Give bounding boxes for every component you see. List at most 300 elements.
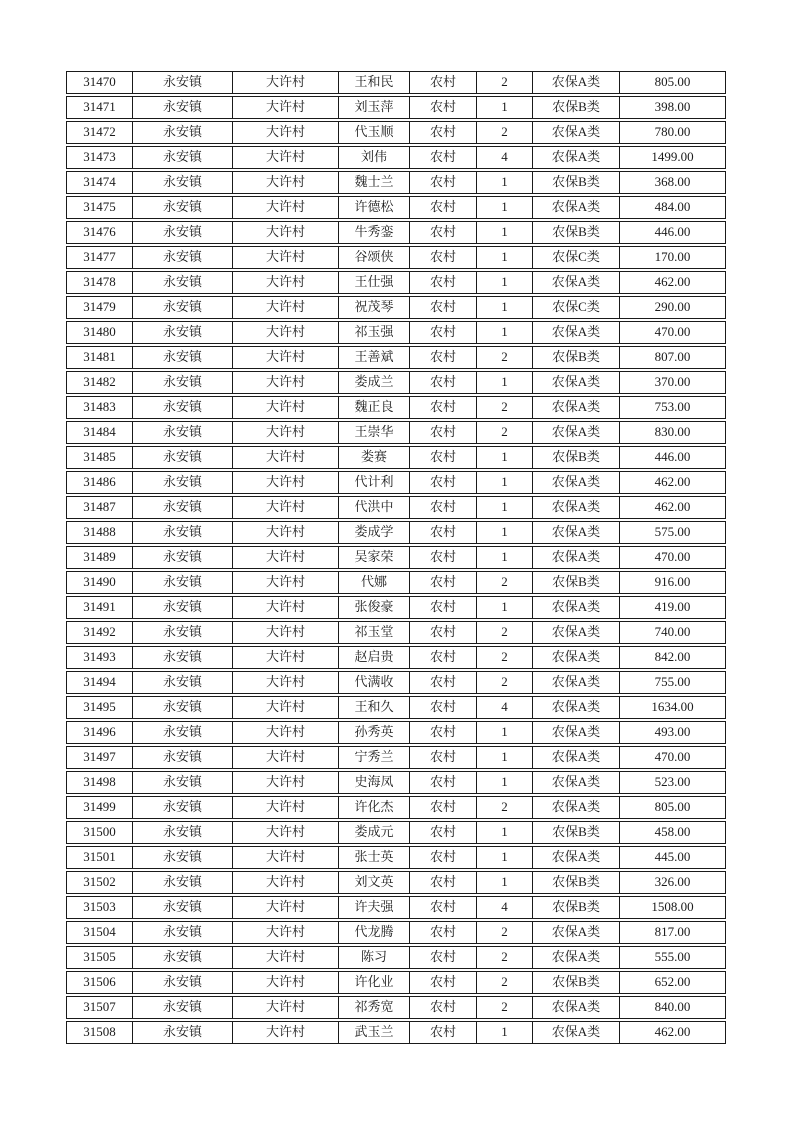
cell-insurance-category: 农保B类 [533,447,620,468]
cell-residence-type: 农村 [410,622,477,643]
cell-insurance-category: 农保A类 [533,72,620,93]
cell-village: 大许村 [233,122,339,143]
cell-amount: 817.00 [654,924,691,939]
cell-residence-type: 农村 [410,397,477,418]
cell-person-name: 娄赛 [339,447,410,468]
cell-person-count: 2 [477,972,533,993]
cell-village: 大许村 [233,172,339,193]
cell-person-count: 1 [477,497,533,518]
cell-amount: 290.00 [654,299,691,314]
cell-town: 永安镇 [133,947,233,968]
cell-person-name: 刘伟 [339,147,410,168]
table-row [66,296,726,319]
cell-village: 大许村 [233,572,339,593]
cell-person-count: 2 [477,647,533,668]
cell-person-count: 1 [477,747,533,768]
cell-person-name: 王崇华 [339,422,410,443]
cell-record-id: 31501 [67,847,133,868]
cell-insurance-category: 农保A类 [533,272,620,293]
table-row [66,171,726,194]
cell-amount: 753.00 [654,399,691,414]
cell-person-count: 2 [477,922,533,943]
cell-village: 大许村 [233,372,339,393]
table-row [66,821,726,844]
cell-amount: 755.00 [654,674,691,689]
cell-village: 大许村 [233,247,339,268]
cell-village: 大许村 [233,772,339,793]
cell-residence-type: 农村 [410,497,477,518]
cell-town: 永安镇 [133,297,233,318]
cell-residence-type: 农村 [410,897,477,918]
cell-record-id: 31505 [67,947,133,968]
cell-person-count: 1 [477,597,533,618]
cell-record-id: 31475 [67,197,133,218]
cell-residence-type: 农村 [410,222,477,243]
cell-insurance-category: 农保A类 [533,522,620,543]
cell-person-name: 史海凤 [339,772,410,793]
cell-record-id: 31486 [67,472,133,493]
cell-person-name: 魏正良 [339,397,410,418]
cell-person-count: 1 [477,1022,533,1043]
cell-person-name: 代计利 [339,472,410,493]
cell-residence-type: 农村 [410,472,477,493]
cell-record-id: 31480 [67,322,133,343]
cell-village: 大许村 [233,997,339,1018]
cell-person-count: 2 [477,122,533,143]
cell-person-name: 祁秀宽 [339,997,410,1018]
table-row [66,696,726,719]
cell-amount: 493.00 [654,724,691,739]
cell-insurance-category: 农保A类 [533,422,620,443]
cell-record-id: 31483 [67,397,133,418]
cell-record-id: 31476 [67,222,133,243]
cell-person-count: 1 [477,547,533,568]
cell-residence-type: 农村 [410,172,477,193]
cell-town: 永安镇 [133,747,233,768]
cell-amount: 419.00 [654,599,691,614]
table-row [66,96,726,119]
table-row [66,1021,726,1044]
cell-town: 永安镇 [133,347,233,368]
cell-record-id: 31493 [67,647,133,668]
cell-person-name: 娄成学 [339,522,410,543]
cell-insurance-category: 农保A类 [533,622,620,643]
cell-insurance-category: 农保A类 [533,847,620,868]
cell-amount: 555.00 [654,949,691,964]
cell-town: 永安镇 [133,172,233,193]
cell-amount: 780.00 [654,124,691,139]
cell-record-id: 31496 [67,722,133,743]
cell-town: 永安镇 [133,997,233,1018]
cell-village: 大许村 [233,97,339,118]
cell-town: 永安镇 [133,247,233,268]
table-row [66,146,726,169]
cell-amount: 398.00 [654,99,691,114]
cell-amount: 326.00 [654,874,691,889]
table-row [66,521,726,544]
cell-record-id: 31507 [67,997,133,1018]
cell-village: 大许村 [233,897,339,918]
cell-insurance-category: 农保A类 [533,647,620,668]
cell-town: 永安镇 [133,597,233,618]
cell-residence-type: 农村 [410,72,477,93]
cell-town: 永安镇 [133,797,233,818]
cell-residence-type: 农村 [410,672,477,693]
cell-village: 大许村 [233,922,339,943]
cell-person-name: 吴家荣 [339,547,410,568]
cell-residence-type: 农村 [410,447,477,468]
cell-record-id: 31489 [67,547,133,568]
cell-residence-type: 农村 [410,597,477,618]
benefit-table [66,71,726,1046]
cell-insurance-category: 农保A类 [533,597,620,618]
cell-village: 大许村 [233,697,339,718]
cell-town: 永安镇 [133,197,233,218]
table-row [66,796,726,819]
cell-person-name: 许德松 [339,197,410,218]
cell-person-name: 王和久 [339,697,410,718]
cell-insurance-category: 农保A类 [533,947,620,968]
cell-village: 大许村 [233,272,339,293]
cell-insurance-category: 农保B类 [533,572,620,593]
cell-amount: 462.00 [654,499,691,514]
cell-village: 大许村 [233,497,339,518]
cell-residence-type: 农村 [410,772,477,793]
cell-town: 永安镇 [133,847,233,868]
cell-town: 永安镇 [133,147,233,168]
cell-town: 永安镇 [133,72,233,93]
cell-insurance-category: 农保B类 [533,222,620,243]
cell-village: 大许村 [233,397,339,418]
cell-person-count: 2 [477,72,533,93]
table-row [66,846,726,869]
table-row [66,596,726,619]
cell-person-count: 1 [477,322,533,343]
cell-amount: 368.00 [654,174,691,189]
cell-amount: 916.00 [654,574,691,589]
cell-person-name: 许化杰 [339,797,410,818]
cell-person-count: 2 [477,397,533,418]
cell-residence-type: 农村 [410,322,477,343]
cell-record-id: 31494 [67,672,133,693]
cell-person-count: 1 [477,722,533,743]
cell-person-count: 1 [477,772,533,793]
cell-residence-type: 农村 [410,97,477,118]
table-row [66,396,726,419]
cell-record-id: 31492 [67,622,133,643]
cell-village: 大许村 [233,622,339,643]
cell-person-count: 2 [477,997,533,1018]
cell-amount: 462.00 [654,1024,691,1039]
table-row [66,346,726,369]
cell-residence-type: 农村 [410,272,477,293]
cell-record-id: 31497 [67,747,133,768]
cell-amount: 462.00 [654,474,691,489]
cell-person-count: 4 [477,147,533,168]
cell-amount: 484.00 [654,199,691,214]
table-row [66,71,726,94]
cell-person-name: 许化业 [339,972,410,993]
table-row [66,971,726,994]
cell-amount: 807.00 [654,349,691,364]
cell-amount: 523.00 [654,774,691,789]
cell-person-name: 代玉顺 [339,122,410,143]
table-row [66,271,726,294]
cell-person-name: 代娜 [339,572,410,593]
cell-residence-type: 农村 [410,872,477,893]
cell-village: 大许村 [233,872,339,893]
cell-person-count: 1 [477,822,533,843]
cell-town: 永安镇 [133,672,233,693]
cell-person-count: 2 [477,572,533,593]
cell-person-name: 祝茂琴 [339,297,410,318]
cell-person-count: 1 [477,272,533,293]
cell-person-count: 2 [477,422,533,443]
cell-amount: 652.00 [654,974,691,989]
cell-person-name: 王善斌 [339,347,410,368]
cell-residence-type: 农村 [410,422,477,443]
cell-person-count: 1 [477,297,533,318]
cell-residence-type: 农村 [410,922,477,943]
cell-insurance-category: 农保A类 [533,397,620,418]
cell-insurance-category: 农保C类 [533,247,620,268]
cell-residence-type: 农村 [410,372,477,393]
cell-insurance-category: 农保A类 [533,997,620,1018]
cell-amount: 1499.00 [651,149,694,164]
table-row [66,921,726,944]
table-row [66,371,726,394]
cell-person-name: 张士英 [339,847,410,868]
cell-town: 永安镇 [133,722,233,743]
cell-village: 大许村 [233,197,339,218]
cell-insurance-category: 农保A类 [533,497,620,518]
cell-residence-type: 农村 [410,822,477,843]
cell-village: 大许村 [233,422,339,443]
cell-insurance-category: 农保A类 [533,197,620,218]
cell-person-count: 1 [477,372,533,393]
cell-person-count: 2 [477,347,533,368]
cell-person-count: 1 [477,222,533,243]
cell-person-count: 1 [477,522,533,543]
cell-village: 大许村 [233,972,339,993]
cell-village: 大许村 [233,472,339,493]
cell-village: 大许村 [233,222,339,243]
cell-amount: 462.00 [654,274,691,289]
table-row [66,196,726,219]
cell-amount: 842.00 [654,649,691,664]
cell-village: 大许村 [233,822,339,843]
cell-village: 大许村 [233,722,339,743]
cell-amount: 446.00 [654,449,691,464]
cell-person-count: 2 [477,947,533,968]
cell-record-id: 31474 [67,172,133,193]
cell-village: 大许村 [233,672,339,693]
cell-town: 永安镇 [133,97,233,118]
cell-town: 永安镇 [133,422,233,443]
cell-person-name: 刘文英 [339,872,410,893]
cell-amount: 805.00 [654,74,691,89]
cell-record-id: 31485 [67,447,133,468]
cell-record-id: 31503 [67,897,133,918]
cell-village: 大许村 [233,797,339,818]
cell-insurance-category: 农保A类 [533,322,620,343]
cell-person-name: 许夫强 [339,897,410,918]
cell-person-name: 娄成兰 [339,372,410,393]
cell-residence-type: 农村 [410,797,477,818]
cell-residence-type: 农村 [410,197,477,218]
cell-residence-type: 农村 [410,572,477,593]
cell-residence-type: 农村 [410,847,477,868]
table-row [66,671,726,694]
cell-town: 永安镇 [133,622,233,643]
cell-village: 大许村 [233,72,339,93]
cell-person-count: 2 [477,622,533,643]
cell-amount: 830.00 [654,424,691,439]
cell-residence-type: 农村 [410,997,477,1018]
cell-village: 大许村 [233,547,339,568]
table-row [66,496,726,519]
cell-residence-type: 农村 [410,547,477,568]
cell-village: 大许村 [233,297,339,318]
cell-town: 永安镇 [133,497,233,518]
cell-village: 大许村 [233,522,339,543]
cell-insurance-category: 农保A类 [533,1022,620,1043]
cell-record-id: 31478 [67,272,133,293]
cell-residence-type: 农村 [410,722,477,743]
cell-insurance-category: 农保B类 [533,172,620,193]
cell-person-name: 牛秀銮 [339,222,410,243]
cell-record-id: 31504 [67,922,133,943]
table-row [66,896,726,919]
cell-insurance-category: 农保A类 [533,672,620,693]
cell-town: 永安镇 [133,697,233,718]
cell-insurance-category: 农保C类 [533,297,620,318]
cell-village: 大许村 [233,147,339,168]
cell-town: 永安镇 [133,572,233,593]
cell-person-name: 代满收 [339,672,410,693]
cell-residence-type: 农村 [410,747,477,768]
cell-insurance-category: 农保A类 [533,722,620,743]
cell-residence-type: 农村 [410,647,477,668]
cell-person-name: 娄成元 [339,822,410,843]
cell-person-name: 代洪中 [339,497,410,518]
table-row [66,246,726,269]
cell-record-id: 31495 [67,697,133,718]
table-row [66,221,726,244]
cell-record-id: 31471 [67,97,133,118]
cell-record-id: 31481 [67,347,133,368]
table-row [66,771,726,794]
cell-town: 永安镇 [133,372,233,393]
cell-village: 大许村 [233,947,339,968]
cell-person-count: 1 [477,472,533,493]
cell-person-name: 张俊豪 [339,597,410,618]
cell-record-id: 31482 [67,372,133,393]
cell-person-name: 陈习 [339,947,410,968]
cell-residence-type: 农村 [410,1022,477,1043]
cell-record-id: 31490 [67,572,133,593]
cell-person-count: 1 [477,197,533,218]
cell-person-name: 祁玉强 [339,322,410,343]
cell-record-id: 31472 [67,122,133,143]
table-row [66,571,726,594]
cell-amount: 458.00 [654,824,691,839]
cell-record-id: 31502 [67,872,133,893]
cell-person-name: 祁玉堂 [339,622,410,643]
cell-town: 永安镇 [133,1022,233,1043]
table-row [66,746,726,769]
cell-residence-type: 农村 [410,122,477,143]
cell-residence-type: 农村 [410,972,477,993]
cell-town: 永安镇 [133,772,233,793]
cell-person-name: 刘玉萍 [339,97,410,118]
cell-person-count: 4 [477,897,533,918]
cell-residence-type: 农村 [410,697,477,718]
cell-person-count: 2 [477,672,533,693]
cell-insurance-category: 农保A类 [533,122,620,143]
cell-amount: 370.00 [654,374,691,389]
cell-amount: 170.00 [654,249,691,264]
cell-town: 永安镇 [133,122,233,143]
cell-insurance-category: 农保A类 [533,772,620,793]
cell-town: 永安镇 [133,522,233,543]
cell-insurance-category: 农保A类 [533,747,620,768]
cell-village: 大许村 [233,447,339,468]
cell-residence-type: 农村 [410,522,477,543]
cell-person-count: 1 [477,847,533,868]
cell-village: 大许村 [233,847,339,868]
cell-insurance-category: 农保A类 [533,147,620,168]
table-row [66,621,726,644]
cell-record-id: 31508 [67,1022,133,1043]
cell-insurance-category: 农保B类 [533,97,620,118]
cell-amount: 446.00 [654,224,691,239]
cell-person-name: 魏士兰 [339,172,410,193]
cell-amount: 575.00 [654,524,691,539]
cell-residence-type: 农村 [410,347,477,368]
cell-person-name: 王和民 [339,72,410,93]
cell-village: 大许村 [233,747,339,768]
table-row [66,721,726,744]
cell-amount: 445.00 [654,849,691,864]
cell-person-name: 宁秀兰 [339,747,410,768]
cell-town: 永安镇 [133,222,233,243]
cell-person-name: 王仕强 [339,272,410,293]
cell-record-id: 31491 [67,597,133,618]
cell-person-count: 1 [477,872,533,893]
cell-town: 永安镇 [133,972,233,993]
cell-person-count: 2 [477,797,533,818]
cell-amount: 470.00 [654,749,691,764]
cell-insurance-category: 农保A类 [533,697,620,718]
cell-town: 永安镇 [133,647,233,668]
cell-record-id: 31488 [67,522,133,543]
cell-record-id: 31484 [67,422,133,443]
cell-insurance-category: 农保A类 [533,372,620,393]
table-row [66,471,726,494]
cell-residence-type: 农村 [410,947,477,968]
cell-insurance-category: 农保A类 [533,472,620,493]
cell-insurance-category: 农保B类 [533,972,620,993]
cell-town: 永安镇 [133,272,233,293]
cell-person-count: 1 [477,447,533,468]
cell-town: 永安镇 [133,397,233,418]
cell-person-name: 赵启贵 [339,647,410,668]
cell-amount: 470.00 [654,324,691,339]
cell-amount: 1508.00 [651,899,694,914]
cell-person-name: 代龙腾 [339,922,410,943]
cell-person-name: 孙秀英 [339,722,410,743]
